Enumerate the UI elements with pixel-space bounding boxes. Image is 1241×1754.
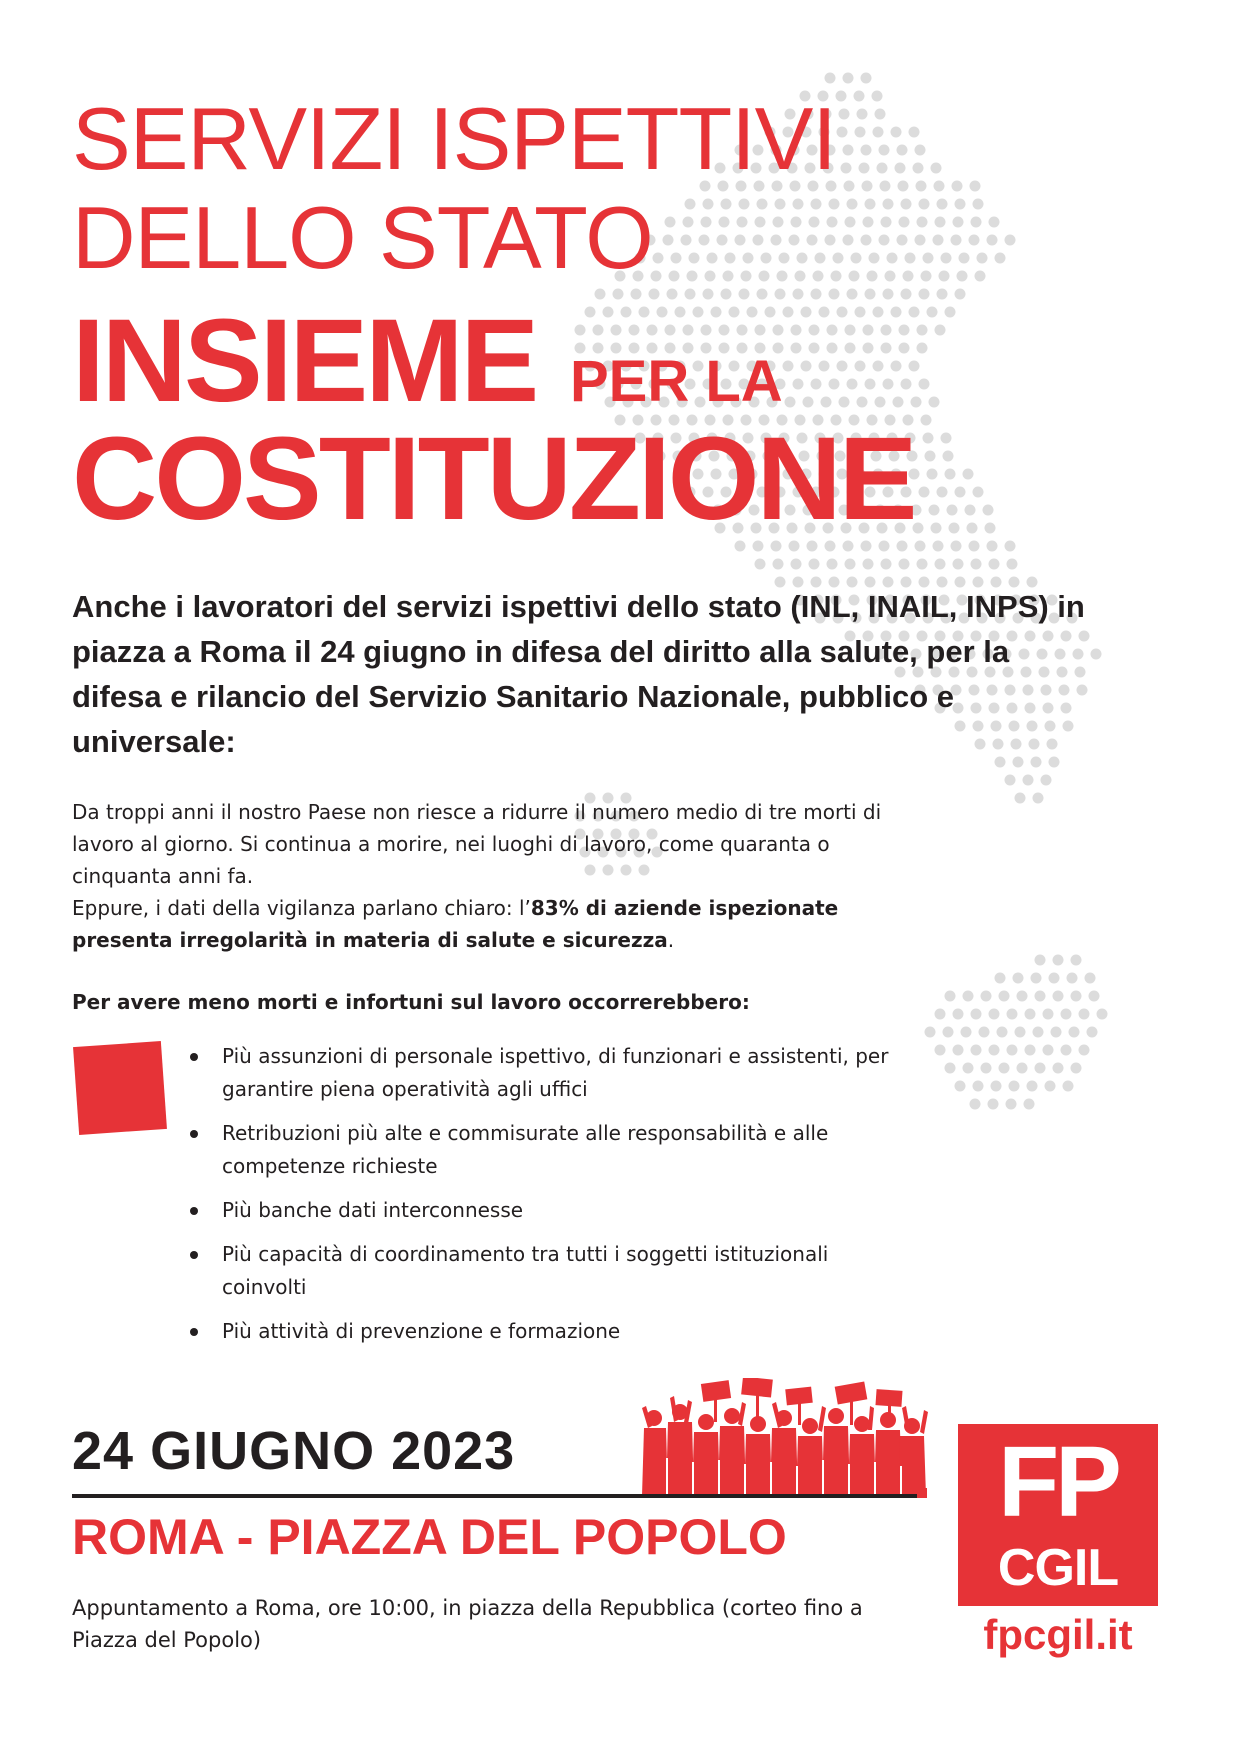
body-p2-start: Eppure, i dati della vigilanza parlano chiaro: l’ <box>72 896 531 920</box>
fp-cgil-logo <box>958 1424 1158 1606</box>
title-line-2: DELLO STATO <box>72 188 653 287</box>
list-item: Più capacità di coordinamento tra tutti i soggetti istituzionali coinvolti <box>190 1238 910 1304</box>
date-underline <box>72 1494 927 1498</box>
title-per-la: PER LA <box>570 349 783 414</box>
body-paragraph-1: Da troppi anni il nostro Paese non riesce a ridurre il numero medio di tre morti di lavoro al giorno. Si continua a morire, nei luoghi di lavoro, come quaranta o cinquanta anni fa. <box>72 800 882 888</box>
body-paragraph-2 <box>72 892 932 956</box>
body-p2-end: . <box>667 928 675 952</box>
title-line-4: COSTITUZIONE <box>72 413 915 545</box>
meeting-info: Appuntamento a Roma, ore 10:00, in piazza della Repubblica (corteo fino a Piazza del Popolo) <box>72 1596 863 1652</box>
underline-end-marker <box>917 1488 927 1498</box>
list-item: Più banche dati interconnesse <box>190 1194 910 1227</box>
logo-cgil-text: CGIL <box>997 1539 1119 1597</box>
lead-paragraph: Anche i lavoratori del servizi ispettivi dello stato (INL, INAIL, INPS) in piazza a Roma il 24 giugno in difesa del diritto alla salute, per la difesa e rilancio del Servizio Sanitario Nazionale, pubblico e universale: <box>72 589 1085 759</box>
title-line-1: SERVIZI ISPETTIVI <box>72 89 836 188</box>
requirements-list <box>190 1040 910 1359</box>
website-link[interactable]: fpcgil.it <box>983 1611 1133 1658</box>
list-heading: Per avere meno morti e infortuni sul lavoro occorrerebbero: <box>72 990 750 1014</box>
red-square-decoration <box>73 1041 167 1135</box>
title-insieme: INSIEME <box>72 295 537 427</box>
event-place: ROMA - PIAZZA DEL POPOLO <box>72 1509 787 1565</box>
body-p2-highlight: 83% di aziende ispezionate presenta irregolarità in materia di salute e sicurezza <box>72 896 839 952</box>
title-line-3 <box>72 295 783 427</box>
list-item: Più assunzioni di personale ispettivo, di funzionari e assistenti, per garantire piena operatività agli uffici <box>190 1040 910 1106</box>
protest-crowd-illustration <box>640 1378 930 1498</box>
list-item: Più attività di prevenzione e formazione <box>190 1315 910 1348</box>
event-date: 24 GIUGNO 2023 <box>72 1421 516 1481</box>
logo-fp-text: FP <box>998 1426 1118 1538</box>
list-item: Retribuzioni più alte e commisurate alle responsabilità e alle competenze richieste <box>190 1117 910 1183</box>
